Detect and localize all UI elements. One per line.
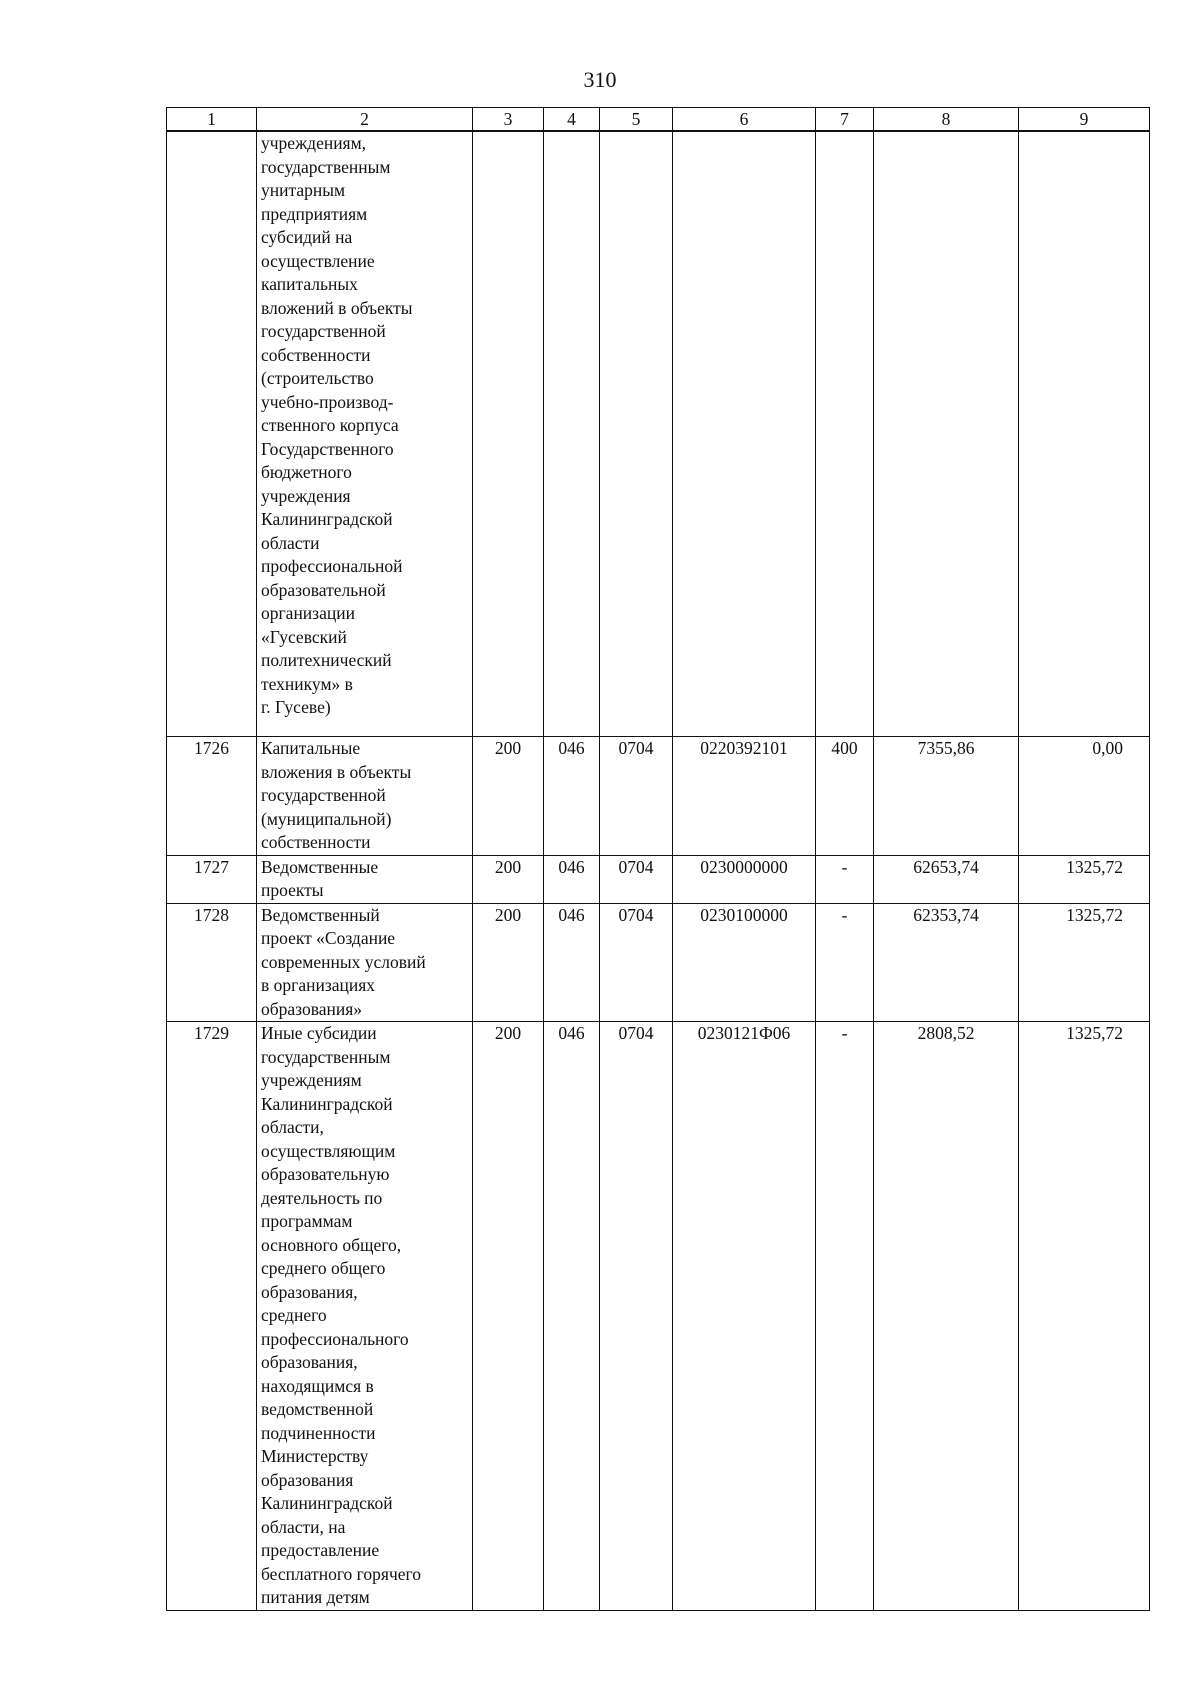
cell-col5: 0704 [600, 1022, 673, 1611]
column-header: 5 [600, 108, 673, 132]
row-name-text: Ведомственные проекты [261, 856, 379, 900]
table-row [167, 131, 1150, 737]
table-row [167, 1022, 1150, 1611]
cell-col3: 200 [473, 903, 544, 1022]
cell-col8: 2808,52 [874, 1022, 1019, 1611]
cell-col4: 046 [544, 855, 600, 903]
row-name [257, 1022, 473, 1611]
column-header: 1 [167, 108, 257, 132]
cell-col3: 200 [473, 855, 544, 903]
cell-col8: 62653,74 [874, 855, 1019, 903]
row-number: 1726 [167, 737, 257, 856]
cell-col7: - [816, 855, 874, 903]
cell-col6: 0220392101 [673, 737, 816, 856]
table-row [167, 737, 1150, 856]
row-name-text: Ведомственный проект «Создание современных условий в организациях образования» [261, 904, 426, 1019]
cell-col4: 046 [544, 903, 600, 1022]
table-row [167, 855, 1150, 903]
cell-col9: 1325,72 [1019, 903, 1150, 1022]
row-name [257, 903, 473, 1022]
cell-col7: - [816, 1022, 874, 1611]
row-name-text: Капитальные вложения в объекты государственной (муниципальной) собственности [261, 738, 412, 852]
cell-col4: 046 [544, 737, 600, 856]
cell-col9: 0,00 [1019, 737, 1150, 856]
cell-col8: 7355,86 [874, 737, 1019, 856]
table-row [167, 903, 1150, 1022]
row-name [257, 855, 473, 903]
cell-col5: 0704 [600, 855, 673, 903]
column-header: 8 [874, 108, 1019, 132]
cell-col7: 400 [816, 737, 874, 856]
row-number: 1727 [167, 855, 257, 903]
page-number: 310 [583, 67, 617, 92]
cell-col9: 1325,72 [1019, 1022, 1150, 1611]
column-header: 6 [673, 108, 816, 132]
row-name [257, 737, 473, 856]
row-name-text: Иные субсидии государственным учреждениям Калининградской области, осуществляющим образовательную деятельность по программам основного общего, среднего общего образования, среднего профессионального образования, находящимся в ведомственной подчиненности Министерству образования Калининградской области, на предоставление бесплатного горячего питания детям [261, 1023, 422, 1607]
cell-col7 [816, 131, 874, 737]
column-header: 7 [816, 108, 874, 132]
cell-col7: - [816, 903, 874, 1022]
cell-col5: 0704 [600, 903, 673, 1022]
cell-col9: 1325,72 [1019, 855, 1150, 903]
cell-col8 [874, 131, 1019, 737]
cell-col5 [600, 131, 673, 737]
cell-col6: 0230121Ф06 [673, 1022, 816, 1611]
cell-col6: 0230100000 [673, 903, 816, 1022]
column-header: 4 [544, 108, 600, 132]
row-number: 1729 [167, 1022, 257, 1611]
row-number: 1728 [167, 903, 257, 1022]
budget-table [166, 107, 1150, 1611]
cell-col3 [473, 131, 544, 737]
cell-col6 [673, 131, 816, 737]
table-header-row [167, 108, 1150, 132]
cell-col5: 0704 [600, 737, 673, 856]
column-header: 9 [1019, 108, 1150, 132]
cell-col4: 046 [544, 1022, 600, 1611]
cell-col8: 62353,74 [874, 903, 1019, 1022]
row-number [167, 131, 257, 737]
cell-col3: 200 [473, 1022, 544, 1611]
cell-col3: 200 [473, 737, 544, 856]
column-header: 2 [257, 108, 473, 132]
column-header: 3 [473, 108, 544, 132]
row-name [257, 131, 473, 737]
cell-col6: 0230000000 [673, 855, 816, 903]
row-name-text: учреждениям, государственным унитарным предприятиям субсидий на осуществление капитальных вложений в объекты государственной собственности (строительство учебно-производ- ственного корпуса Государственного бюджетного учреждения Калининградской области профессиональной образовательной организации «Гусевский политехнический техникум» в г. Гусеве) [261, 133, 413, 717]
cell-col9 [1019, 131, 1150, 737]
cell-col4 [544, 131, 600, 737]
